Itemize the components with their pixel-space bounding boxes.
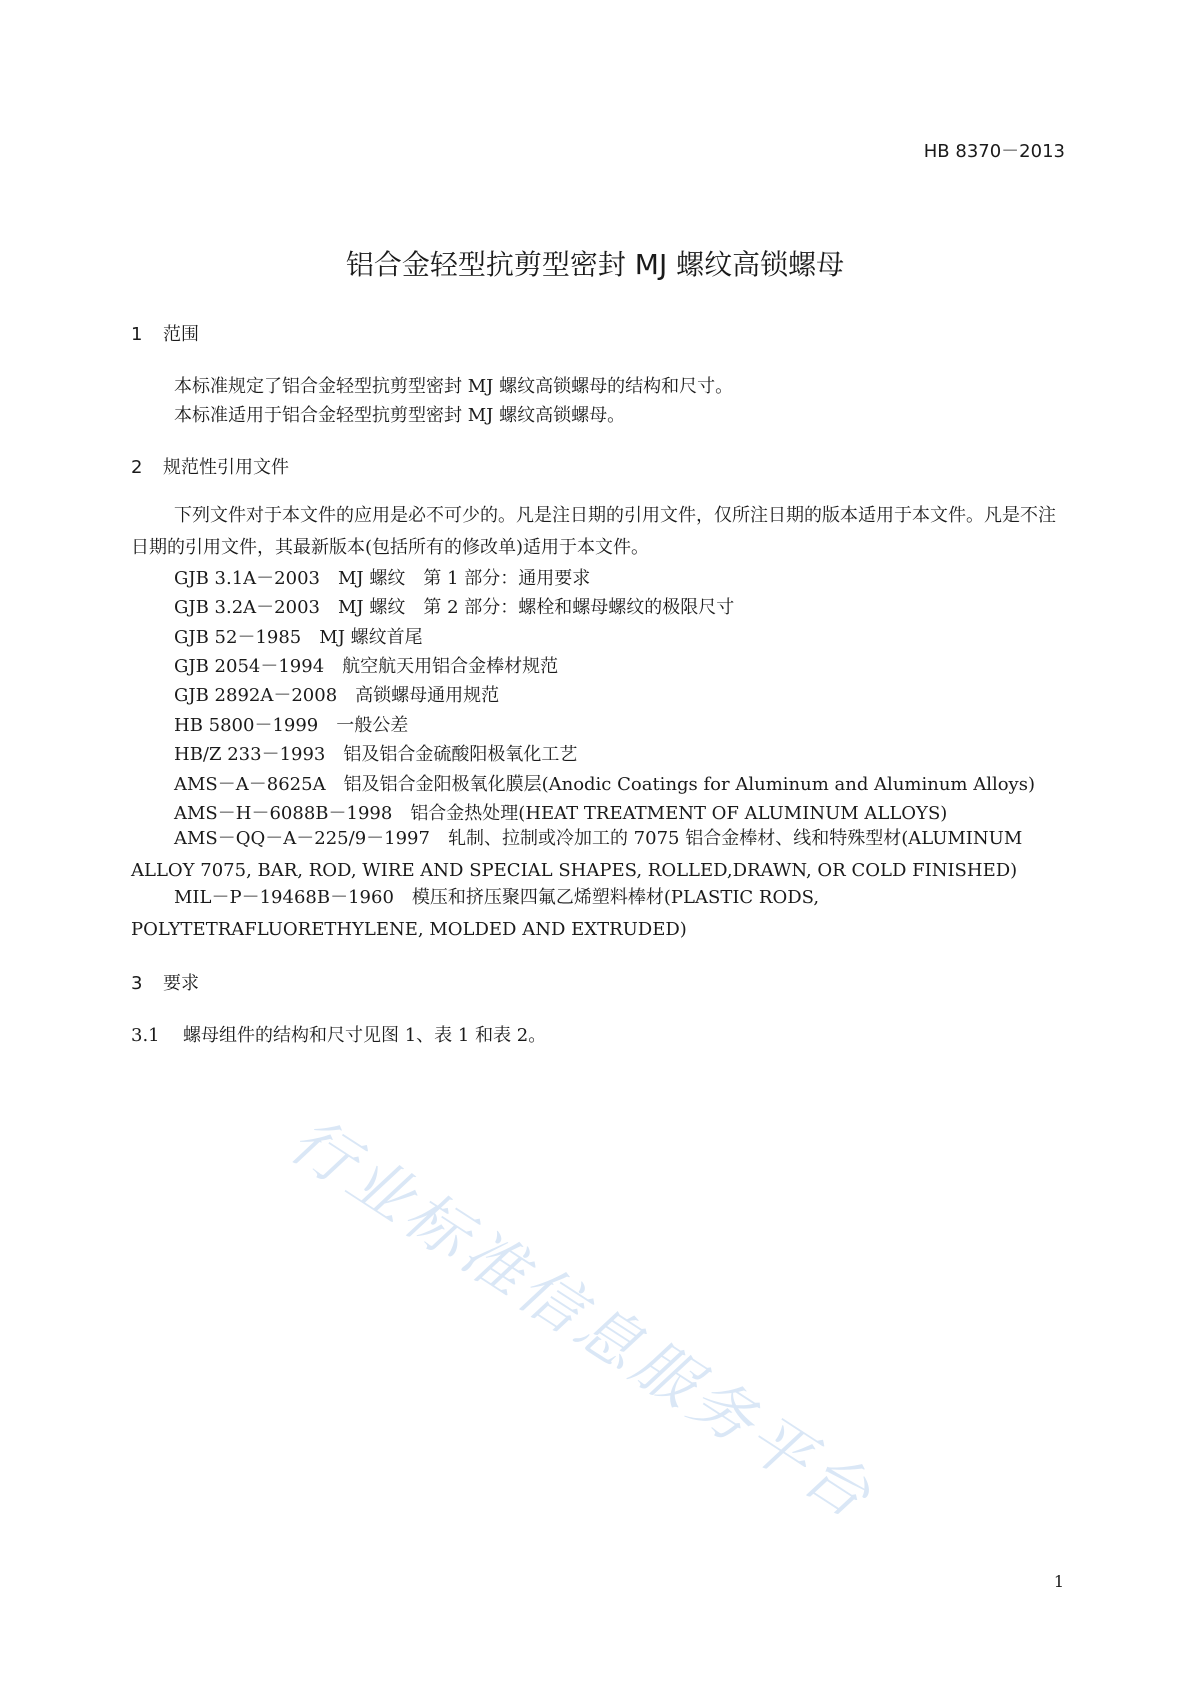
section-number: 1 (131, 324, 143, 345)
reference-title: 铝合金热处理(HEAT TREATMENT OF ALUMINUM ALLOYS) (410, 803, 948, 824)
section-1-heading (131, 320, 199, 346)
reference-title: 航空航天用铝合金棒材规范 (342, 656, 559, 677)
paragraph: 本标准规定了铝合金轻型抗剪型密封 MJ 螺纹高锁螺母的结构和尺寸。 (174, 376, 734, 397)
reference-item (174, 740, 577, 766)
reference-code: GJB 2892A－2008 (174, 685, 338, 706)
document-title: 铝合金轻型抗剪型密封 MJ 螺纹高锁螺母 (345, 248, 845, 281)
reference-title: MJ 螺纹首尾 (319, 627, 423, 648)
section-title: 要求 (163, 973, 199, 994)
reference-title: MJ 螺纹 第 1 部分：通用要求 (337, 568, 591, 589)
section-number: 3 (131, 973, 143, 994)
reference-item-long: MIL－P－19468B－1960 模压和挤压聚四氟乙烯塑料棒材(PLASTIC RODS, POLYTETRAFLUORETHYLENE, MOLDED AND EXTRUDED) (131, 887, 820, 940)
subsection-number: 3.1 (131, 1025, 160, 1046)
reference-item (174, 593, 734, 619)
reference-title: 铝及铝合金硫酸阳极氧化工艺 (343, 744, 578, 765)
reference-item (174, 711, 408, 737)
reference-item (174, 652, 558, 678)
reference-title: 一般公差 (336, 715, 409, 736)
reference-code: HB/Z 233－1993 (174, 744, 326, 765)
reference-code: GJB 3.1A－2003 (174, 568, 320, 589)
paragraph: 本标准适用于铝合金轻型抗剪型密封 MJ 螺纹高锁螺母。 (174, 405, 626, 426)
reference-item (174, 770, 1035, 796)
section-title: 规范性引用文件 (163, 457, 289, 478)
section-title: 范围 (163, 324, 199, 345)
reference-title: 铝及铝合金阳极氧化膜层(Anodic Coatings for Aluminum and Aluminum Alloys) (343, 774, 1035, 795)
reference-item (174, 681, 499, 707)
reference-item (174, 799, 947, 825)
standard-code: HB 8370－2013 (923, 141, 1065, 162)
watermark: 行业标准信息服务平台 (277, 1103, 888, 1535)
section-number: 2 (131, 457, 143, 478)
reference-title: MJ 螺纹 第 2 部分：螺栓和螺母螺纹的极限尺寸 (337, 597, 735, 618)
reference-code: HB 5800－1999 (174, 715, 319, 736)
reference-item (174, 564, 590, 590)
reference-code: AMS－A－8625A (174, 774, 326, 795)
section-2-heading (131, 453, 289, 479)
reference-code: GJB 2054－1994 (174, 656, 325, 677)
reference-item-long: AMS－QQ－A－225/9－1997 轧制、拉制或冷加工的 7075 铝合金棒材、线和特殊型材(ALUMINUM ALLOY 7075, BAR, ROD, WIRE AND SPECIAL SHAPES, ROLLED,DRAWN, OR COLD FINISHED) (131, 828, 1023, 881)
subsection-text: 螺母组件的结构和尺寸见图 1、表 1 和表 2。 (183, 1025, 547, 1046)
page-number: 1 (1053, 1572, 1064, 1591)
reference-title: 高锁螺母通用规范 (355, 685, 500, 706)
subsection-3-1 (131, 1021, 546, 1047)
reference-code: GJB 3.2A－2003 (174, 597, 320, 618)
reference-item (174, 623, 423, 649)
section-3-heading (131, 969, 199, 995)
reference-code: GJB 52－1985 (174, 627, 302, 648)
reference-code: AMS－H－6088B－1998 (174, 803, 393, 824)
intro-paragraph: 下列文件对于本文件的应用是必不可少的。凡是注日期的引用文件，仅所注日期的版本适用于本文件。凡是不注日期的引用文件，其最新版本(包括所有的修改单)适用于本文件。 (131, 505, 1056, 558)
